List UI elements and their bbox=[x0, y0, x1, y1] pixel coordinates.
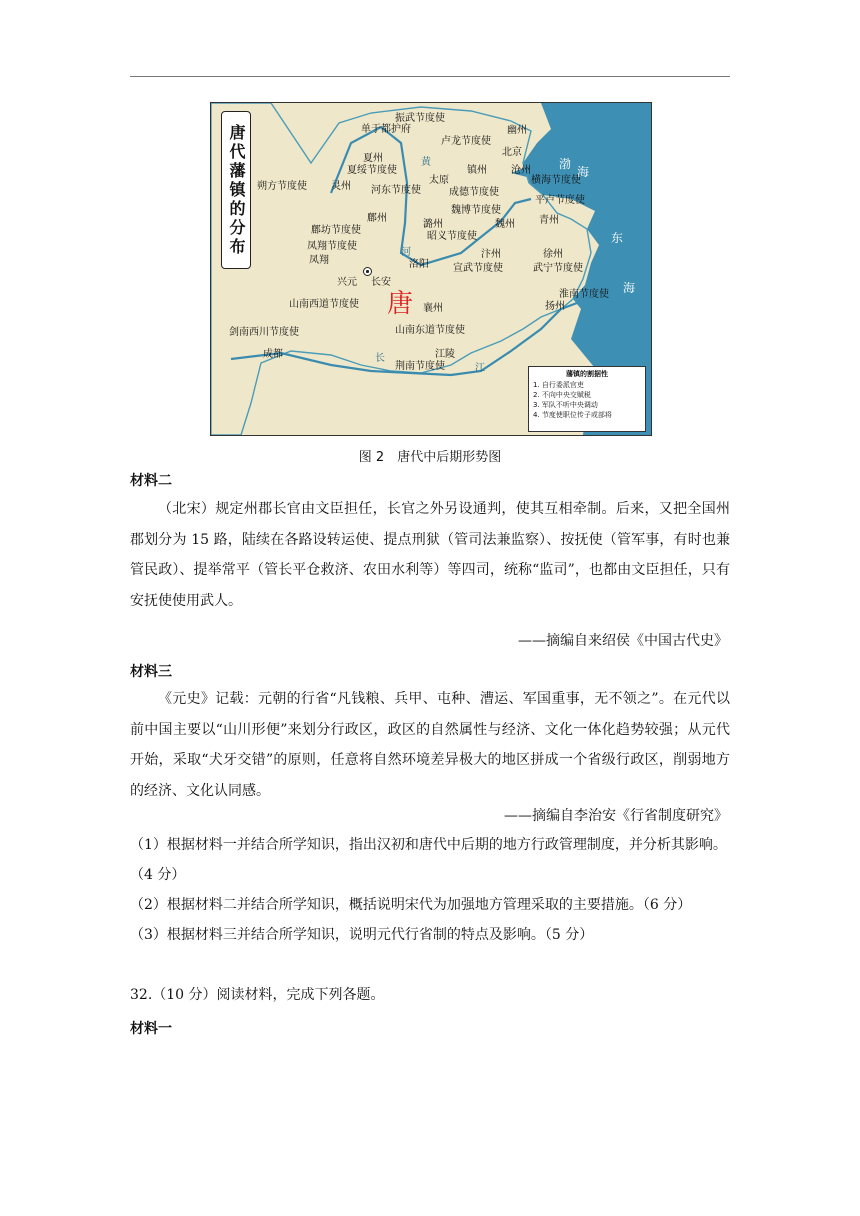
figure-caption: 图 2 唐代中后期形势图 bbox=[358, 450, 502, 465]
question-3: （3）根据材料三并结合所学知识，说明元代行省制的特点及影响。（5 分） bbox=[130, 927, 594, 943]
map-place-label: 长 bbox=[375, 353, 385, 364]
map-place-label: 横海节度使 bbox=[531, 175, 581, 186]
map-place-label: 成都 bbox=[263, 349, 283, 360]
map-place-label: 武宁节度使 bbox=[533, 263, 583, 274]
map-place-label: 鄜州 bbox=[367, 213, 387, 224]
material2-text bbox=[130, 494, 730, 616]
tang-center-label: 唐 bbox=[387, 289, 414, 319]
question-2: （2）根据材料二并结合所学知识，概括说明宋代为加强地方管理采取的主要措施。（6 分） bbox=[130, 897, 692, 913]
map-place-label: 朔方节度使 bbox=[257, 181, 307, 192]
map-place-label: 凤翔 bbox=[309, 255, 329, 266]
map-place-label: 沧州 bbox=[511, 165, 531, 176]
map-place-label: 魏博节度使 bbox=[451, 205, 501, 216]
map-place-label: 江 bbox=[475, 363, 485, 374]
material3-source: ——摘编自李治安《行省制度研究》 bbox=[504, 808, 728, 824]
legend-item: 3. 军队不听中央调动 bbox=[533, 401, 598, 409]
map-place-label: 河东节度使 bbox=[371, 185, 421, 196]
map-place-label: 北京 bbox=[502, 147, 522, 158]
map-place-label: 太原 bbox=[429, 175, 449, 186]
map-place-label: 昭义节度使 bbox=[427, 231, 477, 242]
map-place-label: 潞州 bbox=[423, 219, 443, 230]
map-place-label: 平卢节度使 bbox=[535, 195, 585, 206]
map-place-label: 汴州 bbox=[481, 249, 501, 260]
question-list bbox=[130, 830, 740, 950]
map-place-label: 夏绥节度使 bbox=[347, 165, 397, 176]
sea-label: 海 bbox=[623, 281, 636, 295]
header-rule bbox=[130, 76, 730, 77]
map-place-label: 徐州 bbox=[543, 249, 563, 260]
map-place-label: 河 bbox=[401, 247, 411, 258]
sea-label: 东 bbox=[611, 231, 624, 245]
map-place-label: 洛阳 bbox=[409, 259, 429, 270]
map-place-label: 剑南西川节度使 bbox=[229, 327, 299, 338]
map-place-label: 扬州 bbox=[545, 301, 565, 312]
sea-label: 海 bbox=[577, 165, 590, 179]
material3-paragraph: 《元史》记载：元朝的行省“凡钱粮、兵甲、屯种、漕运、军国重事，无不领之”。在元代以前中国主要以“山川形便”来划分行政区，政区的自然属性与经济、文化一体化趋势较强；从元代开始，采取“犬牙交错”的原则，任意将自然环境差异极大的地区拼成一个省级行政区，削弱地方的经济、文化认同感。 bbox=[130, 691, 730, 799]
question-1: （1）根据材料一并结合所学知识，指出汉初和唐代中后期的地方行政管理制度，并分析其影响。 （4 分） bbox=[130, 837, 734, 883]
map-title: 唐代藩镇的分布 bbox=[221, 111, 251, 269]
legend-item: 2. 不向中央交赋税 bbox=[533, 391, 591, 399]
legend-title: 藩镇的割据性 bbox=[566, 370, 608, 378]
map-place-label: 灵州 bbox=[331, 181, 351, 192]
map-place-label: 凤翔节度使 bbox=[307, 241, 357, 252]
map-place-label: 淮南节度使 bbox=[559, 289, 609, 300]
material2-paragraph: （北宋）规定州郡长官由文臣担任，长官之外另设通判，使其互相牵制。后来，又把全国州郡划分为 15 路，陆续在各路设转运使、提点刑狱（管司法兼监察）、按抚使（管军事，有时也兼管民政）、提举常平（管长平仓救济、农田水利等）等四司，统称“监司”，也都由文臣担任，只有安抚使使用武人。 bbox=[130, 501, 730, 609]
question-32: 32.（10 分）阅读材料，完成下列各题。 bbox=[130, 987, 385, 1003]
material3-text bbox=[130, 684, 730, 806]
map-place-label: 黄 bbox=[421, 157, 431, 168]
map-place-label: 成德节度使 bbox=[449, 187, 499, 198]
material2-source: ——摘编自来绍侯《中国古代史》 bbox=[518, 633, 728, 649]
legend-item: 1. 自行委派官吏 bbox=[533, 381, 584, 389]
map-place-label: 魏州 bbox=[495, 219, 515, 230]
map-place-label: 山南东道节度使 bbox=[395, 325, 465, 336]
legend-item: 4. 节度使职位传子或部将 bbox=[533, 411, 612, 419]
map-place-label: 宣武节度使 bbox=[453, 263, 503, 274]
tang-map-figure bbox=[210, 102, 652, 436]
capital-marker bbox=[363, 267, 372, 276]
map-place-label: 镇州 bbox=[467, 165, 487, 176]
map-place-label: 卢龙节度使 bbox=[441, 136, 491, 147]
map-place-label: 长安 bbox=[371, 277, 391, 288]
map-place-label: 荆南节度使 bbox=[395, 361, 445, 372]
map-place-label: 夏州 bbox=[363, 153, 383, 164]
map-place-label: 襄州 bbox=[423, 303, 443, 314]
map-place-label: 幽州 bbox=[507, 125, 527, 136]
map-place-label: 振武节度使 bbox=[395, 113, 445, 124]
map-place-label: 山南西道节度使 bbox=[289, 299, 359, 310]
material3-heading: 材料三 bbox=[130, 664, 172, 680]
sea-label: 渤 bbox=[559, 157, 572, 171]
material2-heading: 材料二 bbox=[130, 473, 172, 489]
map-place-label: 青州 bbox=[539, 215, 559, 226]
map-place-label: 兴元 bbox=[337, 277, 357, 288]
map-place-label: 单于都护府 bbox=[361, 124, 411, 135]
map-legend bbox=[528, 366, 646, 432]
q32-material1-heading: 材料一 bbox=[130, 1021, 172, 1037]
map-place-label: 鄜坊节度使 bbox=[311, 225, 361, 236]
map-place-label: 江陵 bbox=[435, 349, 455, 360]
